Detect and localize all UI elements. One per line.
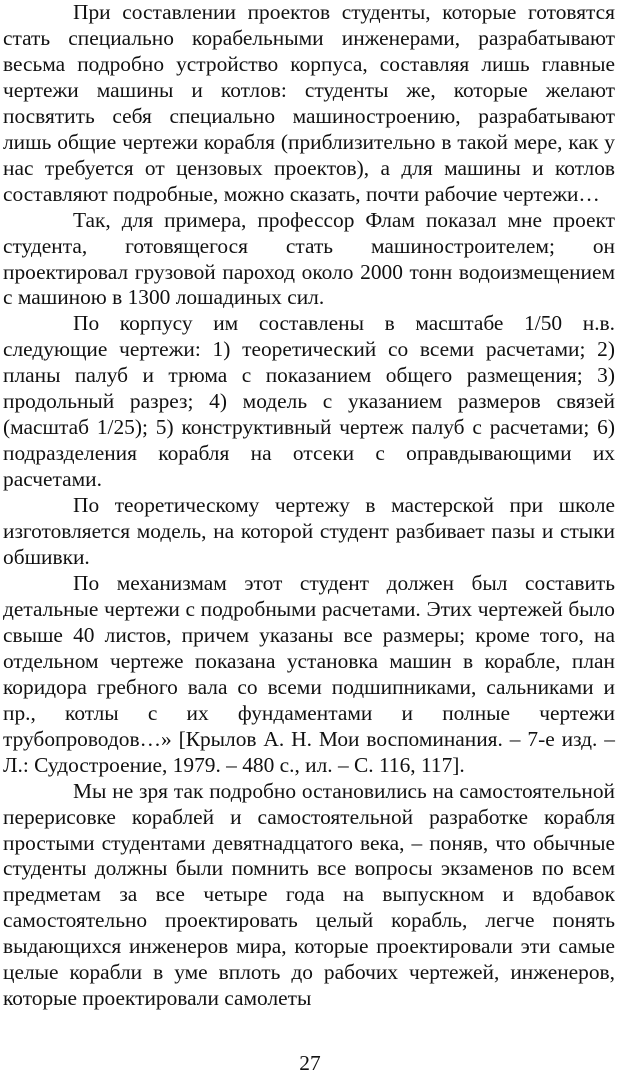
- body-text: [3, 0, 615, 1012]
- paragraph-4: По теоретическому чертежу в мастерской при школе изготовляется модель, на которой студент разбивает пазы и стыки обшивки.: [3, 493, 615, 570]
- paragraph-6: Мы не зря так подробно остановились на самостоятельной перерисовке кораблей и самостоятельной разработке корабля простыми студентами девятнадцатого века, – поняв, что обычные студенты должны были помнить все вопросы экзаменов по всем предметам за все четыре года на выпускном и вдобавок самостоятельно проектировать целый корабль, легче понять выдающихся инженеров мира, которые проектировали эти самые целые корабли в уме вплоть до рабочих чертежей, инженеров, которые проектировали самолеты: [3, 778, 615, 1011]
- page-number: 27: [299, 1051, 321, 1075]
- paragraph-2: Так, для примера, профессор Флам показал мне проект студента, готовящегося стать машиностроителем; он проектировал грузовой пароход около 2000 тонн водоизмещением с машиною в 1300 лошадиных сил.: [3, 207, 615, 310]
- paragraph-5: По механизмам этот студент должен был составить детальные чертежи с подробными расчетами. Этих чертежей было свыше 40 листов, причем указаны все размеры; кроме того, на отдельном чертеже показана установка машин в корабле, план коридора гребного вала со всеми подшипниками, сальниками и пр., котлы с их фундаментами и полные чертежи трубопроводов…» [Крылов А. Н. Мои воспоминания. – 7-е изд. – Л.: Судостроение, 1979. – 480 с., ил. – С. 116, 117].: [3, 570, 615, 777]
- paragraph-3: По корпусу им составлены в масштабе 1/50 н.в. следующие чертежи: 1) теоретический со всеми расчетами; 2) планы палуб и трюма с показанием общего размещения; 3) продольный разрез; 4) модель с указанием размеров связей (масштаб 1/25); 5) конструктивный чертеж палуб с расчетами; 6) подразделения корабля на отсеки с оправдывающими их расчетами.: [3, 311, 615, 492]
- paragraph-1: При составлении проектов студенты, которые готовятся стать специально корабельными инженерами, разрабатывают весьма подробно устройство корпуса, составляя лишь главные чертежи машины и котлов: студенты же, которые желают посвятить себя специально машиностроению, разрабатывают лишь общие чертежи корабля (приблизительно в такой мере, как у нас требуется от цензовых проектов), а для машины и котлов составляют подробные, можно сказать, почти рабочие чертежи…: [3, 0, 615, 206]
